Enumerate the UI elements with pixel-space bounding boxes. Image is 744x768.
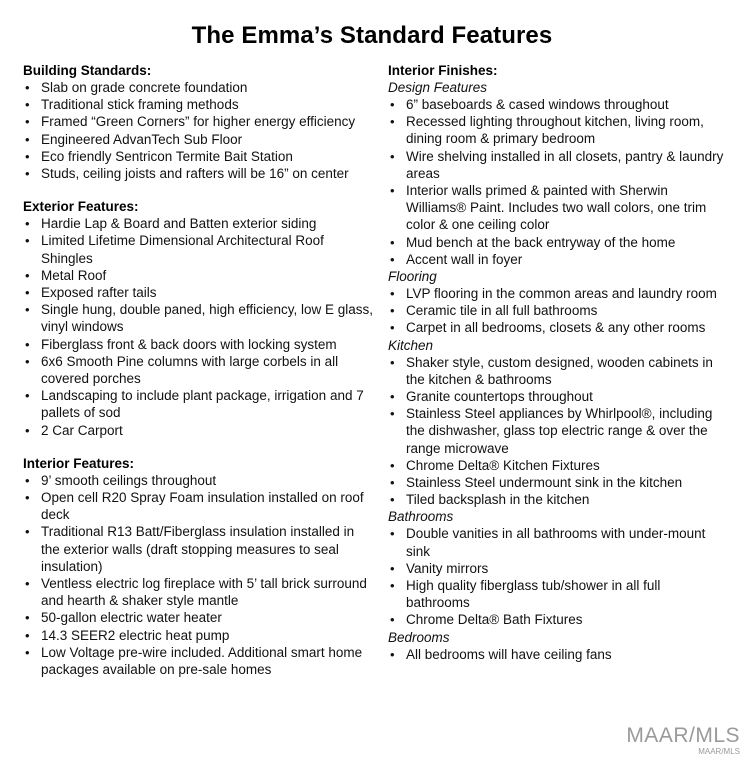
list-item: • 9’ smooth ceilings throughout <box>23 472 375 489</box>
right-column <box>388 62 724 663</box>
subsection-heading-bathrooms: Bathrooms <box>388 509 454 525</box>
feature-list <box>388 96 724 268</box>
list-item: • Chrome Delta® Bath Fixtures <box>388 611 724 628</box>
list-item: • Open cell R20 Spray Foam insulation installed on roof deck <box>23 489 375 523</box>
feature-list <box>23 472 375 678</box>
list-item: • Carpet in all bedrooms, closets & any other rooms <box>388 319 724 336</box>
list-item: • Tiled backsplash in the kitchen <box>388 491 724 508</box>
list-item: • Eco friendly Sentricon Termite Bait Station <box>23 148 375 165</box>
list-item: • Chrome Delta® Kitchen Fixtures <box>388 457 724 474</box>
section-heading: Exterior Features: <box>23 199 139 215</box>
feature-list <box>388 285 724 337</box>
list-item: • Traditional R13 Batt/Fiberglass insulation installed in the exterior walls (draft stopping measures to seal insulation) <box>23 523 375 575</box>
list-item: • Mud bench at the back entryway of the home <box>388 234 724 251</box>
list-item: • Granite countertops throughout <box>388 388 724 405</box>
list-item: • 14.3 SEER2 electric heat pump <box>23 627 375 644</box>
feature-list <box>388 525 724 628</box>
mls-watermark <box>626 725 740 756</box>
list-item: • 2 Car Carport <box>23 422 375 439</box>
list-item: • Ventless electric log fireplace with 5’ tall brick surround and hearth & shaker style mantle <box>23 575 375 609</box>
watermark-subtext: MAAR/MLS <box>698 747 740 756</box>
page-title: The Emma’s Standard Features <box>191 22 553 49</box>
feature-list <box>23 79 375 182</box>
feature-list <box>388 646 724 663</box>
feature-list <box>23 215 375 439</box>
section-building-standards <box>23 62 375 182</box>
list-item: • Slab on grade concrete foundation <box>23 79 375 96</box>
list-item: • LVP flooring in the common areas and laundry room <box>388 285 724 302</box>
left-column <box>23 62 375 678</box>
list-item: • Low Voltage pre-wire included. Additional smart home packages available on pre-sale homes <box>23 644 375 678</box>
subsection-heading-kitchen: Kitchen <box>388 337 434 353</box>
list-item: • 6” baseboards & cased windows throughout <box>388 96 724 113</box>
list-item: • Shaker style, custom designed, wooden cabinets in the kitchen & bathrooms <box>388 354 724 388</box>
section-interior-features <box>23 455 375 678</box>
watermark-text: MAAR/MLS <box>626 724 740 747</box>
feature-list <box>388 354 724 509</box>
list-item: • Traditional stick framing methods <box>23 96 375 113</box>
list-item: • Hardie Lap & Board and Batten exterior siding <box>23 215 375 232</box>
list-item: • Ceramic tile in all full bathrooms <box>388 302 724 319</box>
list-item: • All bedrooms will have ceiling fans <box>388 646 724 663</box>
list-item: • High quality fiberglass tub/shower in all full bathrooms <box>388 577 724 611</box>
list-item: • Fiberglass front & back doors with locking system <box>23 336 375 353</box>
list-item: • 50-gallon electric water heater <box>23 609 375 626</box>
list-item: • Limited Lifetime Dimensional Architectural Roof Shingles <box>23 232 375 266</box>
list-item: • Studs, ceiling joists and rafters will be 16” on center <box>23 165 375 182</box>
subsection-heading-flooring: Flooring <box>388 269 437 285</box>
list-item: • Engineered AdvanTech Sub Floor <box>23 131 375 148</box>
subsection-heading-design: Design Features <box>388 80 488 95</box>
list-item: • Metal Roof <box>23 267 375 284</box>
list-item: • Stainless Steel undermount sink in the kitchen <box>388 474 724 491</box>
list-item: • Double vanities in all bathrooms with under-mount sink <box>388 525 724 559</box>
list-item: • Landscaping to include plant package, irrigation and 7 pallets of sod <box>23 387 375 421</box>
list-item: • Accent wall in foyer <box>388 251 724 268</box>
list-item: • Framed “Green Corners” for higher energy efficiency <box>23 113 375 130</box>
list-item: • Recessed lighting throughout kitchen, living room, dining room & primary bedroom <box>388 113 724 147</box>
section-heading: Interior Finishes: <box>388 63 498 78</box>
subsection-heading-bedrooms: Bedrooms <box>388 629 450 645</box>
list-item: • 6x6 Smooth Pine columns with large corbels in all covered porches <box>23 353 375 387</box>
list-item: • Wire shelving installed in all closets, pantry & laundry areas <box>388 148 724 182</box>
list-item: • Exposed rafter tails <box>23 284 375 301</box>
section-heading: Interior Features: <box>23 455 135 471</box>
list-item: • Vanity mirrors <box>388 560 724 577</box>
list-item: • Interior walls primed & painted with Sherwin Williams® Paint. Includes two wall colors, one trim color & one ceiling color <box>388 182 724 234</box>
list-item: • Single hung, double paned, high efficiency, low E glass, vinyl windows <box>23 301 375 335</box>
section-heading: Building Standards: <box>23 63 152 78</box>
list-item: • Stainless Steel appliances by Whirlpool®, including the dishwasher, glass top electric range & over the range microwave <box>388 405 724 457</box>
section-exterior-features <box>23 198 375 439</box>
